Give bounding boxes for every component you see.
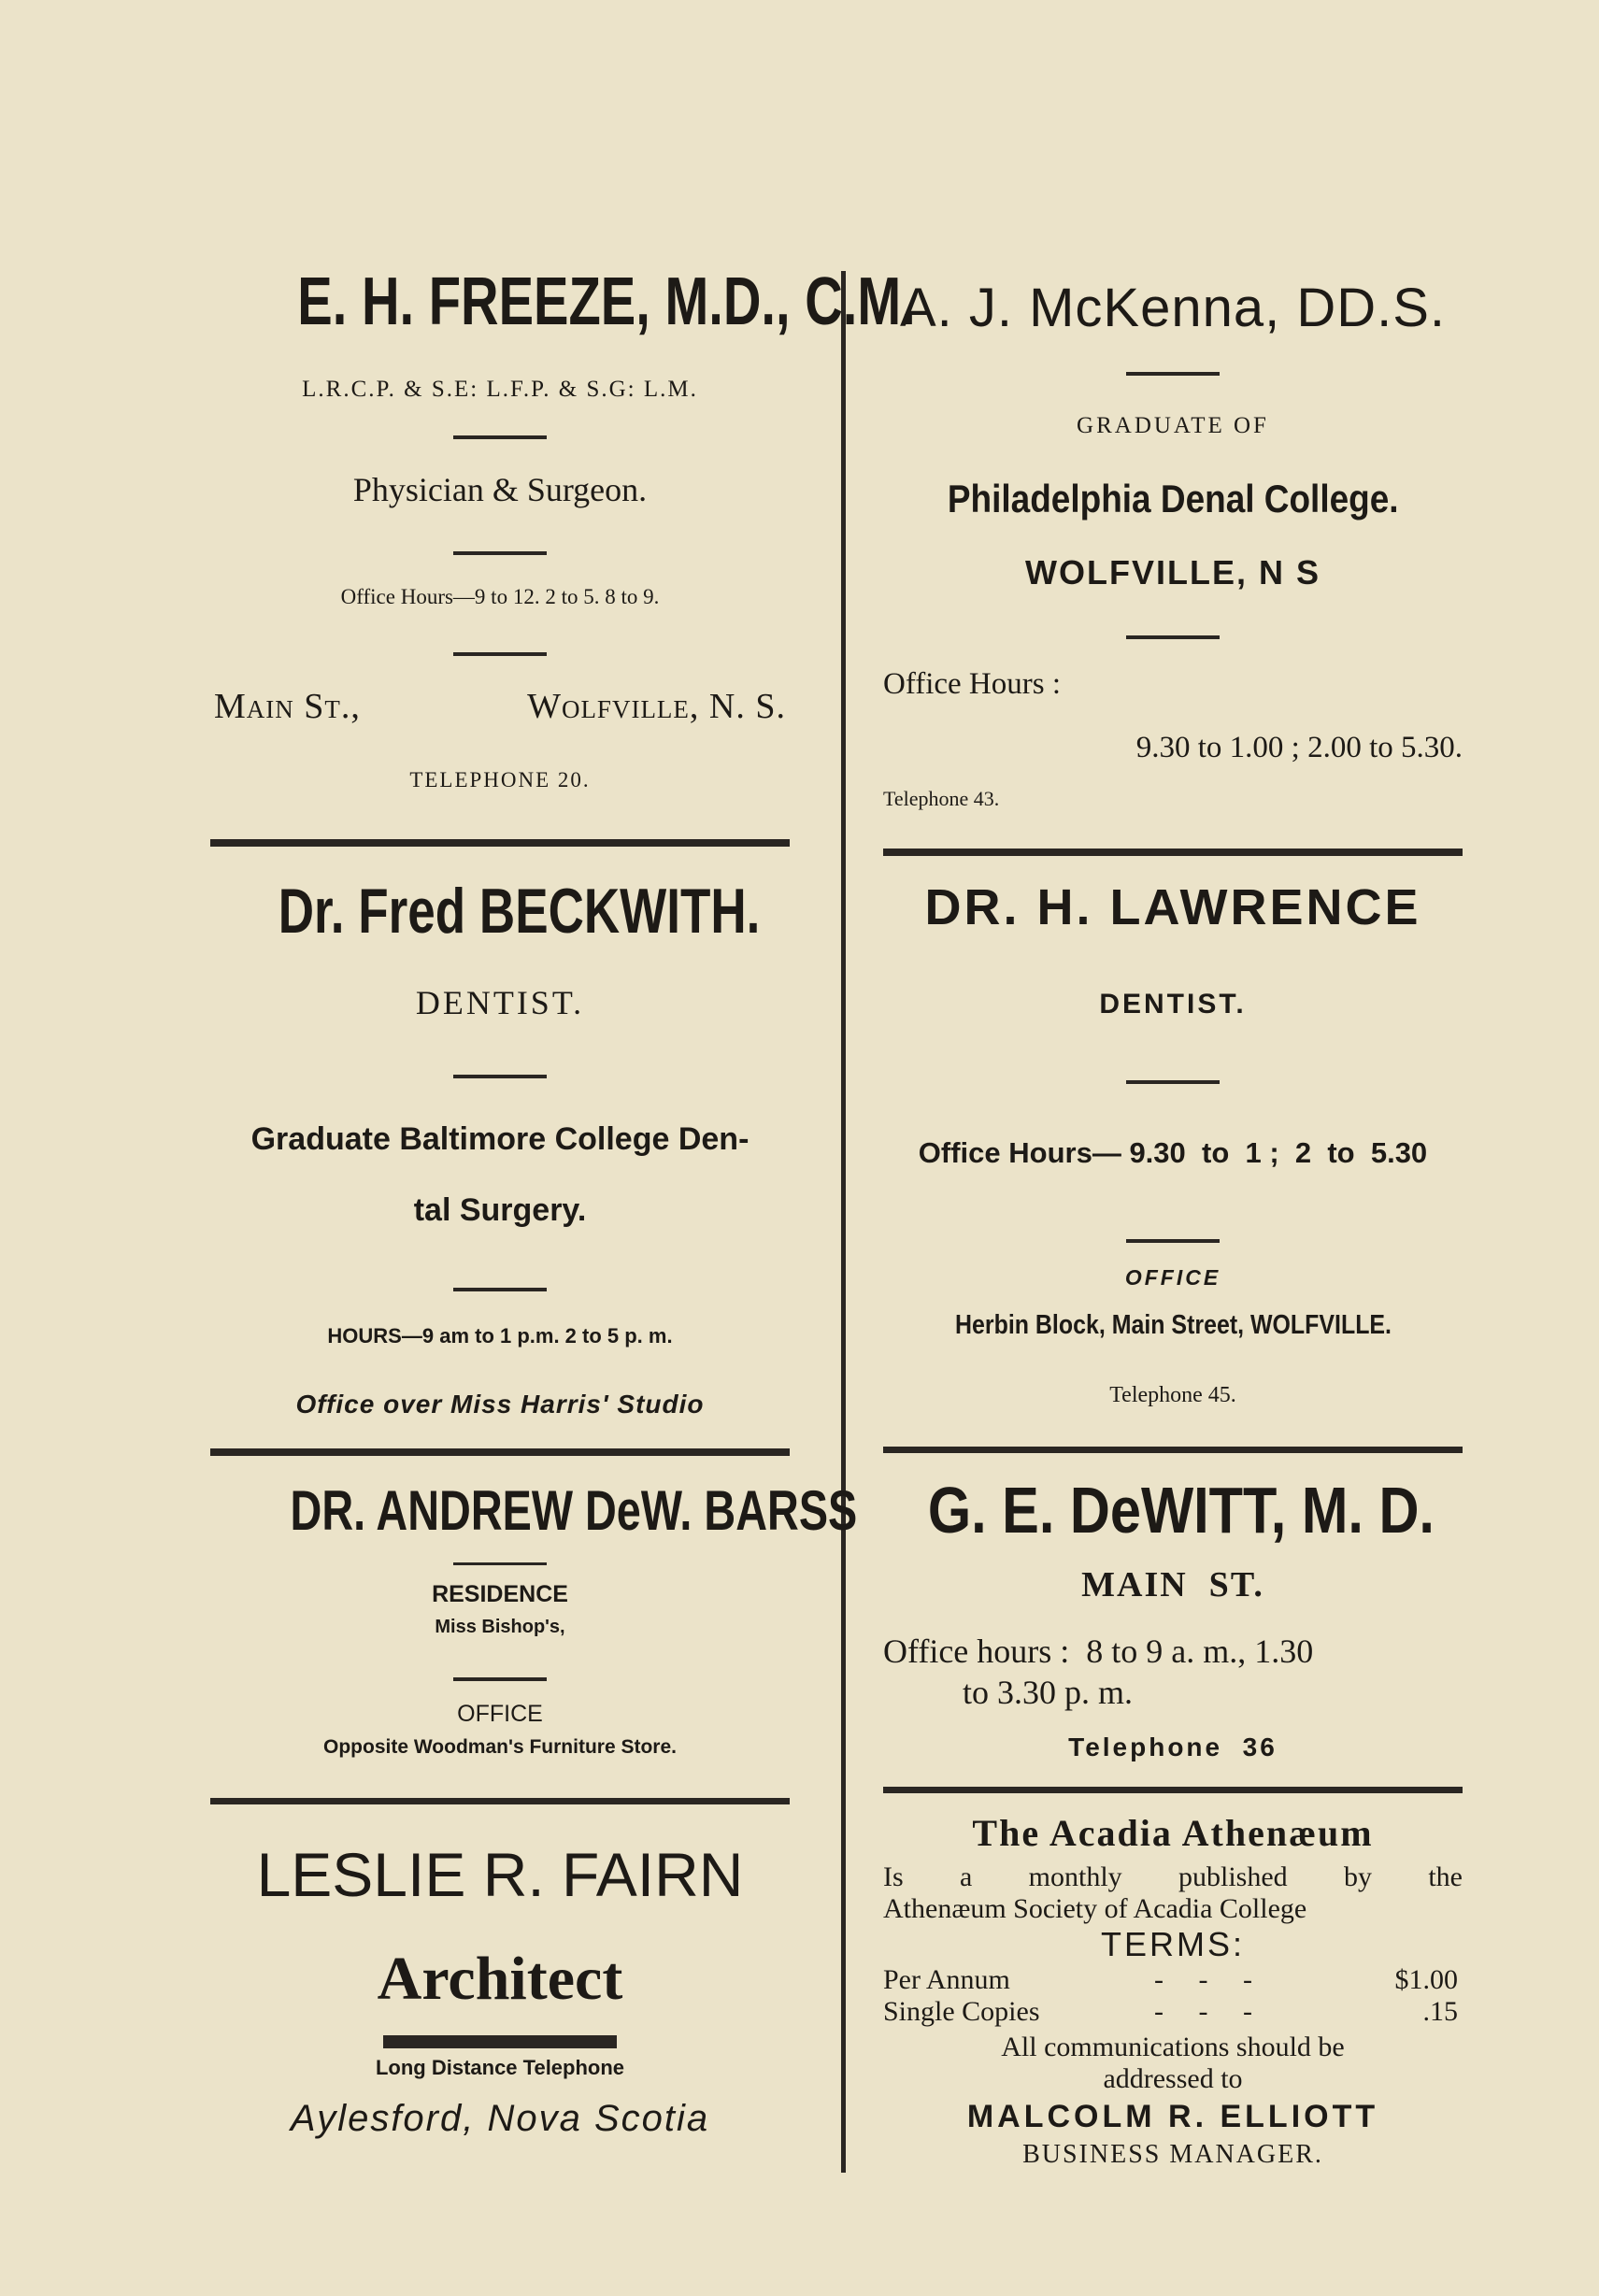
- section-rule: [210, 839, 790, 847]
- section-rule: [210, 1798, 790, 1804]
- beckwith-profession: DENTIST.: [415, 984, 585, 1021]
- section-rule: [883, 1787, 1463, 1793]
- lawrence-office: Herbin Block, Main Street, WOLFVILLE.: [954, 1310, 1392, 1340]
- per-annum-dashes: - - -: [1154, 1964, 1252, 1995]
- per-annum-price: $1.00: [1394, 1964, 1458, 1995]
- barss-name: DR. ANDREW DeW. BARSS: [290, 1479, 858, 1542]
- column-divider: [841, 271, 846, 2173]
- lawrence-name: DR. H. LAWRENCE: [924, 879, 1421, 935]
- lawrence-telephone: Telephone 45.: [1109, 1383, 1236, 1407]
- dewitt-hours-line2: to 3.30 p. m.: [963, 1674, 1134, 1711]
- lawrence-profession: DENTIST.: [1099, 989, 1247, 1020]
- single-copies-label: Single Copies: [883, 1996, 1040, 2027]
- beckwith-graduate-line2: tal Surgery.: [413, 1192, 587, 1228]
- divider: [453, 1677, 547, 1681]
- mckenna-telephone: Telephone 43.: [883, 787, 1000, 810]
- divider: [1126, 635, 1220, 639]
- freeze-title: Physician & Surgeon.: [352, 471, 648, 508]
- beckwith-hours: HOURS—9 am to 1 p.m. 2 to 5 p. m.: [327, 1324, 673, 1348]
- athenaeum-single-row: [883, 1996, 1463, 2028]
- divider: [453, 1075, 547, 1078]
- athenaeum-comm-line2: addressed to: [1103, 2063, 1243, 2094]
- barss-residence: Miss Bishop's,: [435, 1617, 565, 1637]
- freeze-hours: Office Hours—9 to 12. 2 to 5. 8 to 9.: [340, 585, 660, 608]
- dewitt-name: G. E. DeWITT, M. D.: [927, 1474, 1435, 1547]
- mckenna-name: A. J. McKenna, DD.S.: [899, 278, 1447, 338]
- section-rule: [883, 849, 1463, 856]
- athenaeum-manager-title: BUSINESS MANAGER.: [1022, 2140, 1323, 2169]
- divider: [1126, 1239, 1220, 1243]
- beckwith-graduate-line1: Graduate Baltimore College Den-: [250, 1121, 750, 1157]
- freeze-address-town: Wolfville, N. S.: [527, 687, 786, 726]
- divider-bar: [383, 2035, 617, 2048]
- athenaeum-title: The Acadia Athenæum: [972, 1812, 1374, 1854]
- dewitt-street: MAIN ST.: [1081, 1565, 1264, 1604]
- divider: [1126, 1080, 1220, 1084]
- freeze-telephone: TELEPHONE 20.: [409, 768, 591, 791]
- freeze-credentials: L.R.C.P. & S.E: L.F.P. & S.G: L.M.: [302, 377, 698, 402]
- dewitt-hours-line1: Office hours : 8 to 9 a. m., 1.30: [883, 1633, 1314, 1670]
- dewitt-telephone: Telephone 36: [1068, 1733, 1278, 1761]
- fairn-profession: Architect: [377, 1945, 623, 2013]
- athenaeum-desc-line2: Athenæum Society of Acadia College: [883, 1893, 1307, 1924]
- mckenna-location: WOLFVILLE, N S: [1025, 553, 1321, 592]
- athenaeum-manager: MALCOLM R. ELLIOTT: [966, 2099, 1379, 2134]
- mckenna-college: Philadelphia Denal College.: [947, 477, 1399, 521]
- fairn-name: LESLIE R. FAIRN: [256, 1840, 744, 1909]
- divider: [453, 1288, 547, 1291]
- single-copies-dashes: - - -: [1154, 1996, 1252, 2027]
- section-rule: [210, 1448, 790, 1456]
- mckenna-hours: 9.30 to 1.00 ; 2.00 to 5.30.: [1135, 731, 1463, 764]
- single-copies-price: .15: [1422, 1996, 1458, 2027]
- mckenna-hours-label: Office Hours :: [883, 667, 1062, 701]
- beckwith-office: Office over Miss Harris' Studio: [295, 1390, 705, 1419]
- barss-office-label: OFFICE: [457, 1701, 543, 1727]
- athenaeum-terms: TERMS:: [1100, 1925, 1245, 1963]
- lawrence-office-label: OFFICE: [1124, 1265, 1221, 1290]
- fairn-location: Aylesford, Nova Scotia: [290, 2098, 710, 2139]
- barss-office: Opposite Woodman's Furniture Store.: [323, 1736, 677, 1758]
- divider: [1126, 372, 1220, 376]
- lawrence-hours: Office Hours— 9.30 to 1 ; 2 to 5.30: [918, 1136, 1428, 1169]
- divider: [453, 551, 547, 555]
- athenaeum-per-annum-row: [883, 1964, 1463, 1996]
- athenaeum-desc-line1: Is a monthly published by the: [883, 1861, 1463, 1892]
- beckwith-name: Dr. Fred BECKWITH.: [278, 876, 761, 947]
- per-annum-label: Per Annum: [883, 1964, 1010, 1995]
- athenaeum-comm-line1: All communications should be: [1001, 2032, 1345, 2062]
- freeze-address-street: Main St.,: [214, 687, 361, 726]
- fairn-telephone: Long Distance Telephone: [375, 2056, 625, 2079]
- divider: [453, 1562, 547, 1565]
- divider: [453, 652, 547, 656]
- divider: [453, 435, 547, 439]
- freeze-name: E. H. FREEZE, M.D., C.M.: [297, 264, 916, 339]
- mckenna-graduate-of: GRADUATE OF: [1077, 413, 1269, 438]
- barss-residence-label: RESIDENCE: [432, 1581, 568, 1607]
- freeze-address: [210, 686, 790, 727]
- section-rule: [883, 1447, 1463, 1453]
